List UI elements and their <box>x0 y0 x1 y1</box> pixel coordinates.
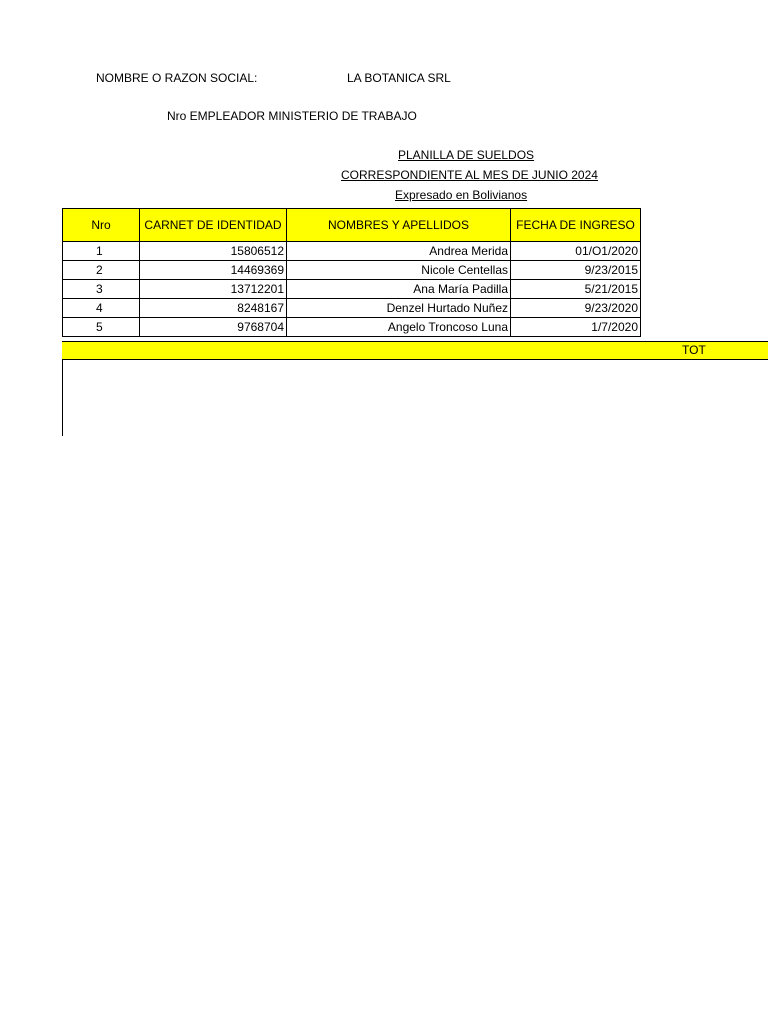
hire-date-cell: 9/23/2020 <box>511 299 641 318</box>
hire-date-cell: 9/23/2015 <box>511 261 641 280</box>
row-number: 3 <box>63 280 140 299</box>
table-header-row <box>63 209 641 242</box>
payroll-title: PLANILLA DE SUELDOS <box>398 148 535 162</box>
row-number: 1 <box>63 242 140 261</box>
id-number-cell: 14469369 <box>140 261 287 280</box>
hire-date-cell: 5/21/2015 <box>511 280 641 299</box>
row-number: 5 <box>63 318 140 337</box>
company-name: LA BOTANICA SRL <box>347 71 451 85</box>
row-number: 4 <box>63 299 140 318</box>
total-row <box>62 341 768 360</box>
hire-date-cell: 01/O1/2020 <box>511 242 641 261</box>
table-row <box>63 318 641 337</box>
table-left-border <box>62 360 63 436</box>
total-label: TOT <box>682 343 706 357</box>
employee-name-cell: Ana María Padilla <box>287 280 511 299</box>
column-header: NOMBRES Y APELLIDOS <box>287 209 511 242</box>
employee-name-cell: Andrea Merida <box>287 242 511 261</box>
currency-note: Expresado en Bolivianos <box>395 188 528 202</box>
id-number-cell: 9768704 <box>140 318 287 337</box>
payroll-period: CORRESPONDIENTE AL MES DE JUNIO 2024 <box>341 168 598 182</box>
company-label: NOMBRE O RAZON SOCIAL: <box>96 71 258 85</box>
employee-name-cell: Nicole Centellas <box>287 261 511 280</box>
payroll-table <box>62 208 641 337</box>
row-number: 2 <box>63 261 140 280</box>
hire-date-cell: 1/7/2020 <box>511 318 641 337</box>
employer-number-label: Nro EMPLEADOR MINISTERIO DE TRABAJO <box>167 109 417 123</box>
employee-name-cell: Denzel Hurtado Nuñez <box>287 299 511 318</box>
column-header: CARNET DE IDENTIDAD <box>140 209 287 242</box>
table-row <box>63 280 641 299</box>
table-row <box>63 242 641 261</box>
table-row <box>63 261 641 280</box>
id-number-cell: 8248167 <box>140 299 287 318</box>
id-number-cell: 13712201 <box>140 280 287 299</box>
id-number-cell: 15806512 <box>140 242 287 261</box>
column-header: FECHA DE INGRESO <box>511 209 641 242</box>
table-row <box>63 299 641 318</box>
employee-name-cell: Angelo Troncoso Luna <box>287 318 511 337</box>
column-header: Nro <box>63 209 140 242</box>
